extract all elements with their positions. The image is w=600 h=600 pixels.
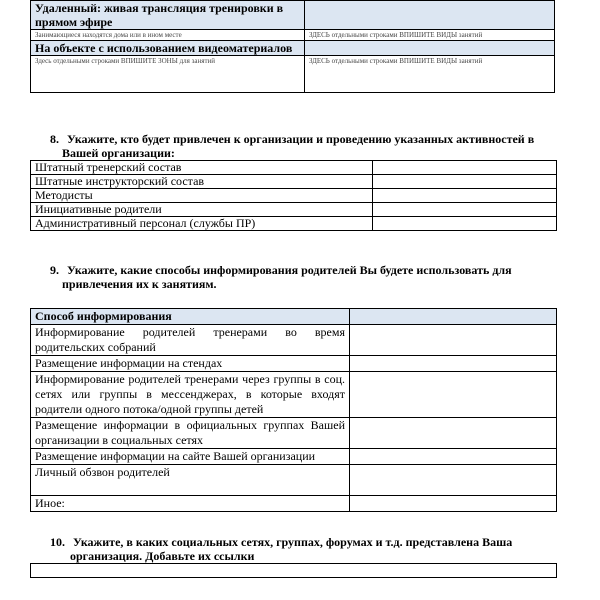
staff-answer-cell[interactable] xyxy=(373,217,557,231)
remote-live-types-hint[interactable]: ЗДЕСЬ отдельными строками ВПИШИТЕ ВИДЫ занятий xyxy=(305,30,555,41)
onsite-video-types-hint[interactable]: ЗДЕСЬ отдельными строками ВПИШИТЕ ВИДЫ занятий xyxy=(305,56,555,93)
table-row xyxy=(31,325,557,356)
table-row xyxy=(31,496,557,512)
informing-method-label: Информирование родителей тренерами через группы в соц. сетях или группы в мессенджерах, в которые входят родители одного потока/одной группы детей xyxy=(31,372,350,418)
informing-method-label: Размещение информации на сайте Вашей организации xyxy=(31,449,350,465)
informing-method-answer[interactable] xyxy=(350,325,557,356)
staff-label: Методисты xyxy=(31,189,373,203)
informing-method-label: Размещение информации в официальных группах Вашей организации в социальных сетях xyxy=(31,418,350,449)
staff-label: Инициативные родители xyxy=(31,203,373,217)
informing-method-answer[interactable] xyxy=(350,372,557,418)
staff-answer-cell[interactable] xyxy=(373,175,557,189)
informing-method-answer[interactable] xyxy=(350,449,557,465)
staff-answer-cell[interactable] xyxy=(373,203,557,217)
table-row xyxy=(31,372,557,418)
question-9-number: 9. xyxy=(50,263,59,277)
question-10-heading xyxy=(50,535,555,563)
question-8-line1: Укажите, кто будет привлечен к организации и проведению указанных активностей в xyxy=(67,132,535,146)
staff-answer-cell[interactable] xyxy=(373,161,557,175)
activities-table xyxy=(30,0,555,93)
question-10-line1: Укажите, в каких социальных сетях, группах, форумах и т.д. представлена Ваша xyxy=(73,535,513,549)
informing-method-label: Информирование родителей тренерами во время родительских собраний xyxy=(31,325,350,356)
question-10-line2: организация. Добавьте их ссылки xyxy=(70,549,255,563)
staff-label: Штатные инструкторский состав xyxy=(31,175,373,189)
question-8-line2: Вашей организации: xyxy=(62,146,175,160)
onsite-video-zones-hint[interactable]: Здесь отдельными строками ВПИШИТЕ ЗОНЫ для занятий xyxy=(31,56,305,93)
table-row xyxy=(31,161,557,175)
question-9-heading xyxy=(50,263,555,291)
table-row xyxy=(31,449,557,465)
remote-live-title-right xyxy=(305,1,555,30)
remote-live-title: Удаленный: живая трансляция тренировки в прямом эфире xyxy=(31,1,305,30)
table-row xyxy=(31,217,557,231)
question-8-heading xyxy=(50,132,555,160)
informing-method-label: Личный обзвон родителей xyxy=(31,465,350,496)
informing-method-other-label: Иное: xyxy=(31,496,350,512)
staff-answer-cell[interactable] xyxy=(373,189,557,203)
informing-method-label: Размещение информации на стендах xyxy=(31,356,350,372)
staff-label: Административный персонал (службы ПР) xyxy=(31,217,373,231)
question-9-line2: привлечения их к занятиям. xyxy=(62,277,217,291)
question-8-number: 8. xyxy=(50,132,59,146)
table-row xyxy=(31,418,557,449)
table-row xyxy=(31,356,557,372)
staff-label: Штатный тренерский состав xyxy=(31,161,373,175)
remote-live-zones-hint[interactable]: Занимающиеся находятся дома или в ином месте xyxy=(31,30,305,41)
question-9-line1: Укажите, какие способы информирования родителей Вы будете использовать для xyxy=(67,263,512,277)
social-links-answer-field[interactable] xyxy=(30,563,557,578)
onsite-video-title-right xyxy=(305,41,555,56)
informing-method-other-answer[interactable] xyxy=(350,496,557,512)
onsite-video-title: На объекте с использованием видеоматериалов xyxy=(31,41,305,56)
informing-method-answer[interactable] xyxy=(350,418,557,449)
question-10-number: 10. xyxy=(50,535,65,549)
staff-table xyxy=(30,160,557,231)
informing-method-header-right xyxy=(350,309,557,325)
table-row xyxy=(31,189,557,203)
informing-methods-table xyxy=(30,308,557,512)
informing-method-answer[interactable] xyxy=(350,356,557,372)
informing-method-answer[interactable] xyxy=(350,465,557,496)
table-row xyxy=(31,175,557,189)
table-row xyxy=(31,465,557,496)
table-row xyxy=(31,203,557,217)
informing-method-header: Способ информирования xyxy=(31,309,350,325)
